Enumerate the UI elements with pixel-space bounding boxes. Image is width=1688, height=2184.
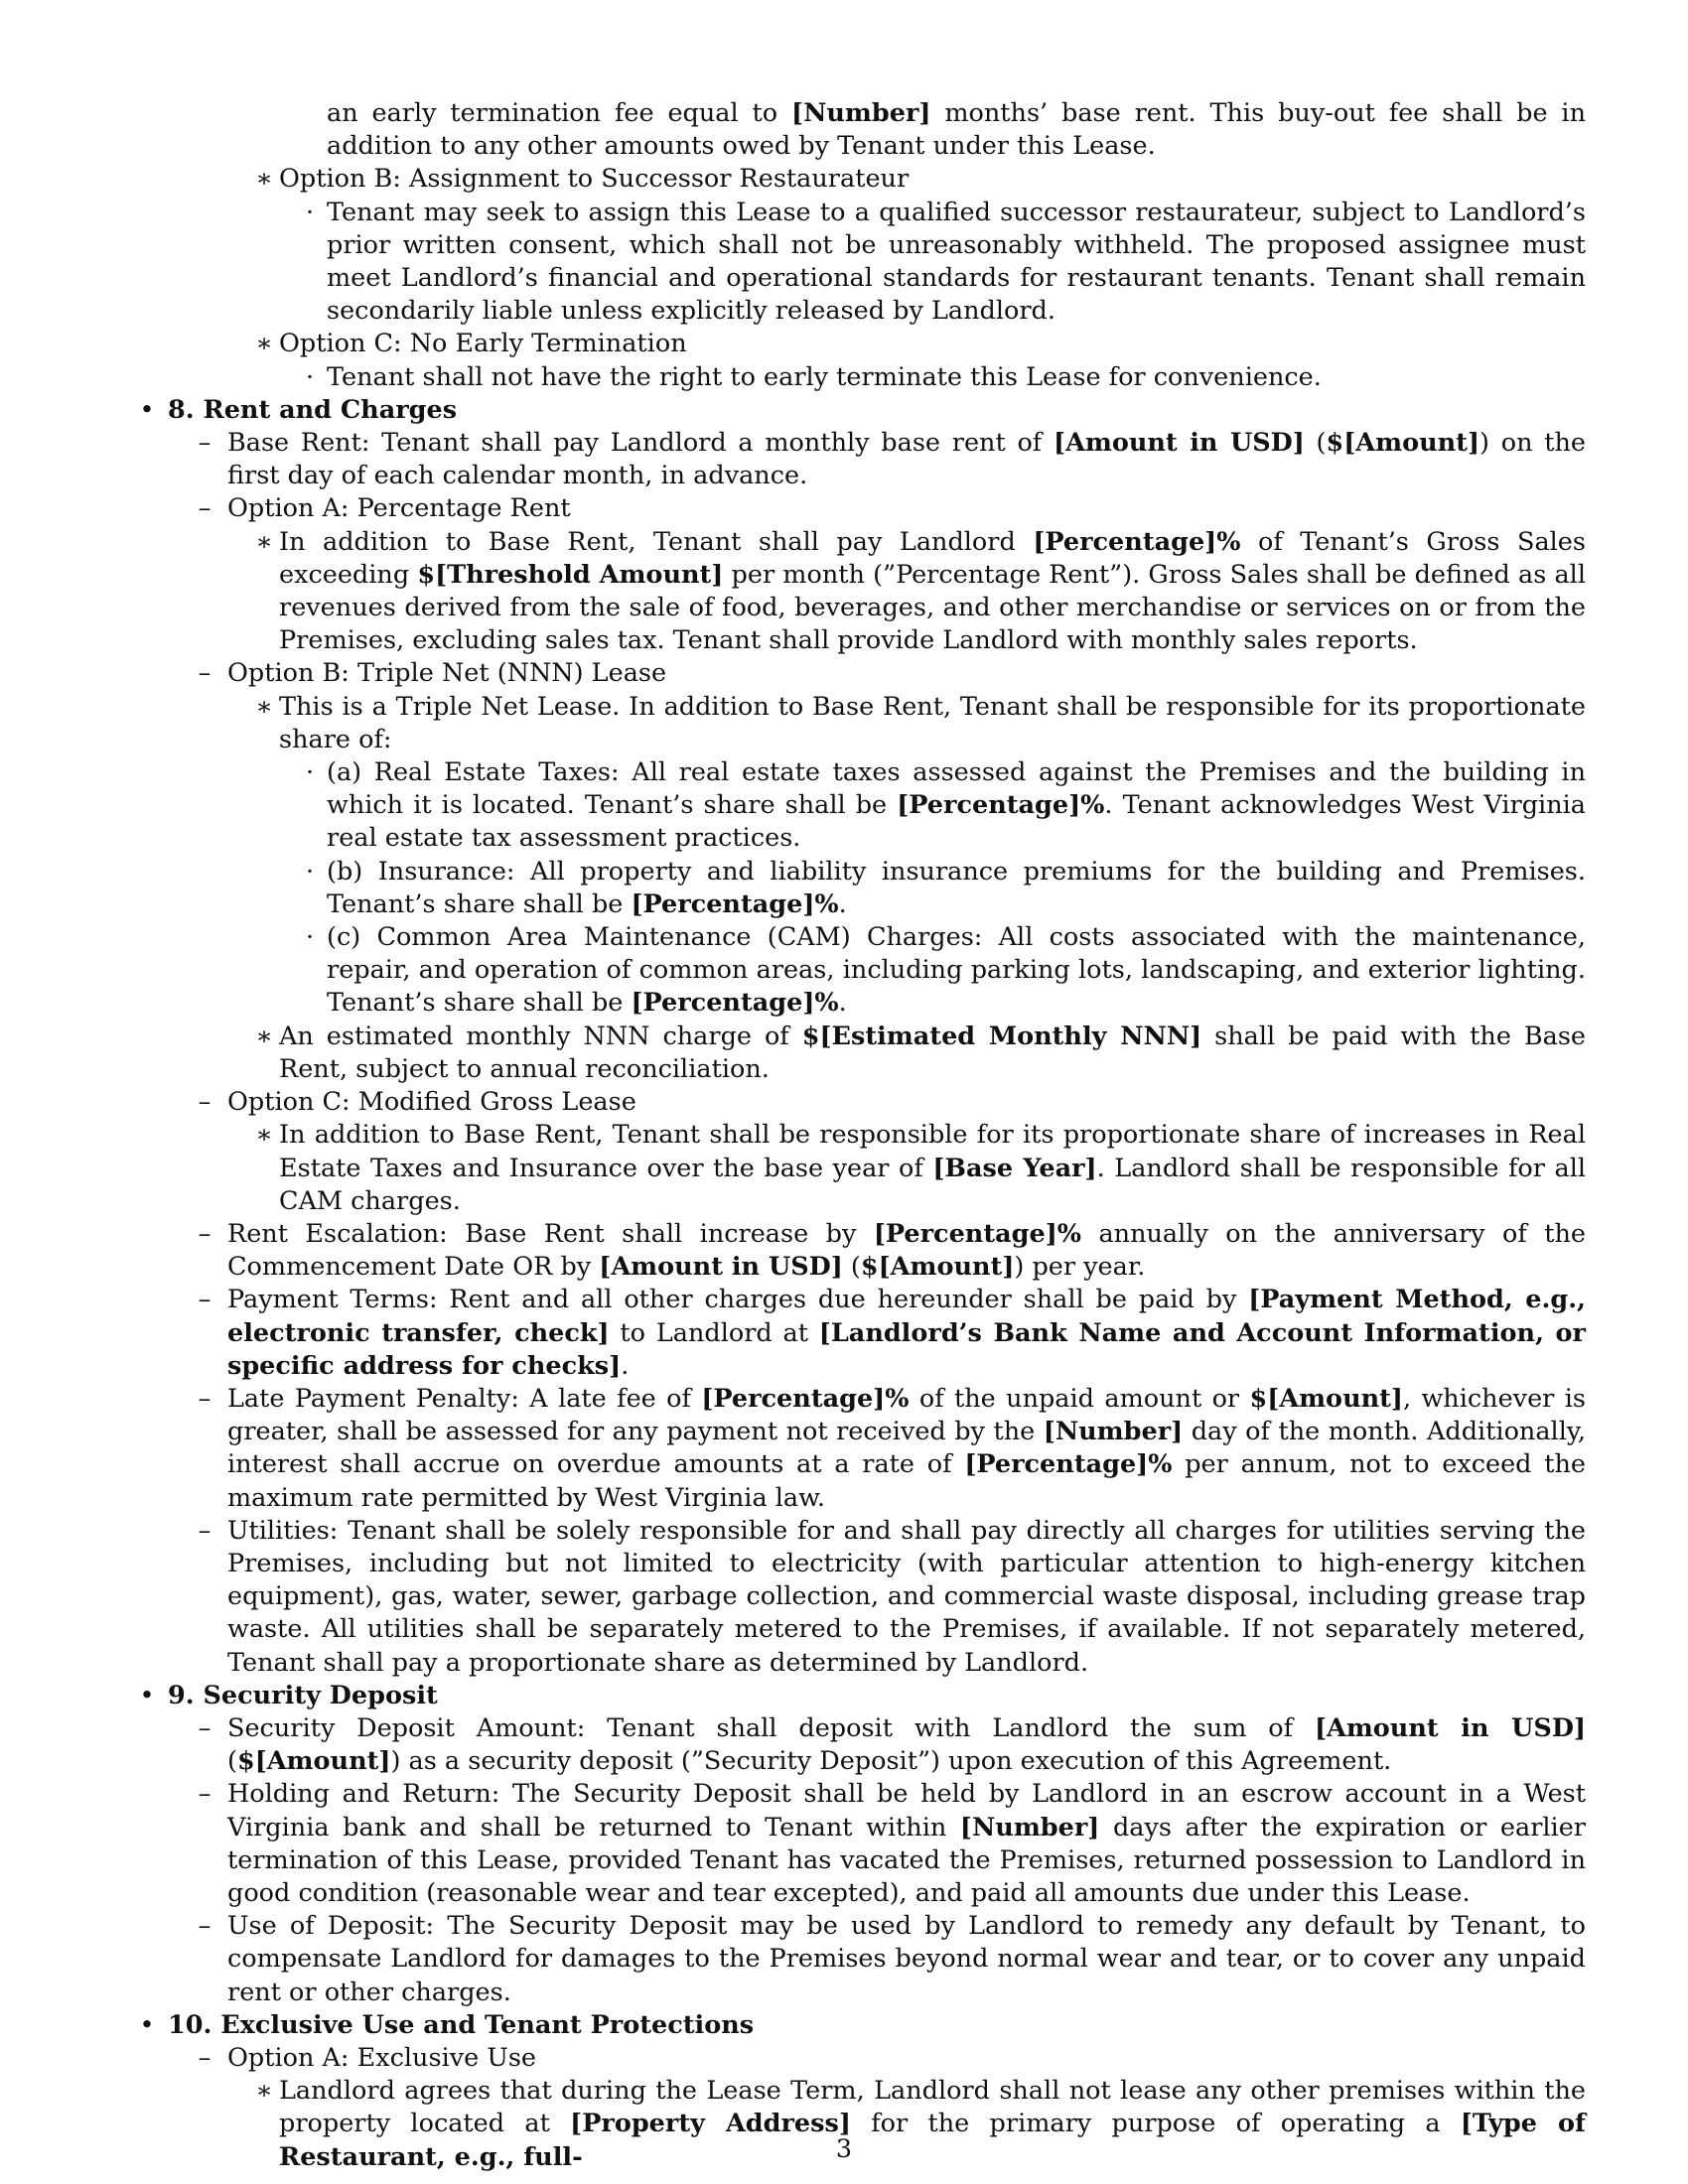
list-item <box>134 361 1586 394</box>
list-item <box>134 427 1586 492</box>
placeholder-field: [Number] <box>791 98 931 128</box>
text-run: per month (”Percentage Rent”). Gross Sales shall be defined as all revenues derived from the sale of food, beverages, and other merchandise or services on or from the Premises, excluding sales tax. Tenant shall provide Landlord with monthly sales reports. <box>279 559 1586 656</box>
text-run: Option B: Triple Net (NNN) Lease <box>227 658 667 689</box>
text-run: Payment Terms: Rent and all other charges due hereunder shall be paid by <box>227 1285 1249 1315</box>
placeholder-field: [Percentage]% <box>873 1218 1081 1249</box>
list-marker: – <box>198 1218 211 1249</box>
text-run: Rent Escalation: Base Rent shall increase by <box>227 1218 874 1249</box>
list-marker: – <box>198 1712 211 1743</box>
placeholder-field: [Number] <box>1043 1417 1184 1447</box>
section-heading <box>134 394 1586 427</box>
placeholder-field: [Percentage]% <box>631 888 839 919</box>
text-run: ( <box>1304 428 1327 459</box>
text-run: ( <box>842 1252 861 1283</box>
list-item <box>134 492 1586 525</box>
text-run: . Landlord shall be responsible for all CAM charges. <box>279 1153 1587 1216</box>
placeholder-field: [Base Year] <box>932 1153 1097 1183</box>
text-run: day of the month. Additionally, interest shall accrue on overdue amounts at a rate of <box>227 1417 1586 1480</box>
text-run: An estimated monthly NNN charge of <box>279 1021 802 1051</box>
text-run: Option C: No Early Termination <box>279 329 687 359</box>
list-marker: • <box>139 1680 155 1710</box>
text-run: shall be paid with the Base Rent, subject to annual reconciliation. <box>279 1021 1586 1084</box>
placeholder-field: [Number] <box>959 1812 1100 1843</box>
text-run: Option C: Modified Gross Lease <box>227 1087 636 1118</box>
placeholder-field: [Amount in USD] <box>1314 1712 1587 1743</box>
list-marker: · <box>305 856 315 887</box>
list-marker: ∗ <box>255 691 273 722</box>
list-marker: – <box>198 428 211 459</box>
list-item <box>134 328 1586 360</box>
text-run: ( <box>227 1746 237 1777</box>
text-run: (c) Common Area Maintenance (CAM) Charges: All costs associated with the maintenance, repair, and operation of common areas, including parking lots, landscaping, and exterior lighting. Tenant’s share shall be <box>327 922 1586 1019</box>
list-item <box>134 2042 1586 2075</box>
section-heading <box>134 1680 1586 1712</box>
text-run: Utilities: Tenant shall be solely responsible for and shall pay directly all charges for utilities serving the Premises, including but not limited to electricity (with particular attention to high-energy kitchen equipment), gas, water, sewer, garbage collection, and commercial waste disposal, including grease trap waste. All utilities shall be separately metered to the Premises, if available. If not separately metered, Tenant shall pay a proportionate share as determined by Landlord. <box>227 1515 1586 1678</box>
placeholder-field: 9. Security Deposit <box>168 1680 438 1710</box>
text-run: Option A: Exclusive Use <box>227 2042 536 2073</box>
text-run: an early termination fee equal to <box>327 98 791 128</box>
text-run: months’ base rent. This buy-out fee shall be in addition to any other amounts owed by Tenant under this Lease. <box>327 98 1586 162</box>
text-run: Use of Deposit: The Security Deposit may be used by Landlord to remedy any default by Tenant, to compensate Landlord for damages to the Premises beyond normal wear and tear, or to cover any unpaid rent or other charges. <box>227 1911 1586 2007</box>
placeholder-field: $[Amount] <box>1249 1383 1403 1414</box>
text-run: In addition to Base Rent, Tenant shall pay Landlord <box>279 526 1034 557</box>
list-item <box>134 657 1586 690</box>
section-heading <box>134 2009 1586 2042</box>
text-run: of the unpaid amount or <box>909 1383 1250 1414</box>
text-run: Option B: Assignment to Successor Restaurateur <box>279 164 910 195</box>
list-item <box>134 197 1586 329</box>
list-item <box>134 756 1586 856</box>
list-item <box>134 1515 1586 1680</box>
list-item <box>134 1119 1586 1218</box>
list-marker: – <box>198 2042 211 2073</box>
list-marker: ∗ <box>255 526 273 557</box>
text-run: . <box>838 988 847 1019</box>
placeholder-field: $[Amount] <box>1326 428 1480 459</box>
list-item <box>134 163 1586 196</box>
text-run: of Tenant’s Gross Sales exceeding <box>279 526 1586 590</box>
placeholder-field: [Percentage]% <box>897 790 1105 821</box>
list-marker: – <box>198 1779 211 1810</box>
page-number: 3 <box>835 2134 853 2164</box>
text-run: annually on the anniversary of the Commencement Date OR by <box>227 1218 1587 1283</box>
list-item <box>134 1778 1586 1910</box>
list-item <box>134 1284 1586 1383</box>
text-run: (b) Insurance: All property and liability insurance premiums for the building and Premises. Tenant’s share shall be <box>327 856 1586 919</box>
text-run: Security Deposit Amount: Tenant shall deposit with Landlord the sum of <box>227 1712 1315 1743</box>
placeholder-field: [Amount in USD] <box>1054 428 1305 459</box>
list-item <box>134 1218 1586 1284</box>
text-run: Landlord agrees that during the Lease Term, Landlord shall not lease any other premises within the property located at <box>279 2076 1586 2139</box>
text-run: Option A: Percentage Rent <box>227 493 571 524</box>
list-marker: · <box>305 757 315 788</box>
list-marker: • <box>139 2009 155 2040</box>
list-marker: ∗ <box>255 329 273 359</box>
list-marker: · <box>305 922 315 953</box>
text-run: (a) Real Estate Taxes: All real estate taxes assessed against the Premises and the building in which it is located. Tenant’s share shall be <box>327 757 1586 821</box>
text-run: . Tenant acknowledges West Virginia real estate tax assessment practices. <box>327 790 1586 854</box>
placeholder-field: [Percentage]% <box>701 1383 910 1414</box>
list-marker: – <box>198 493 211 524</box>
list-item <box>134 526 1586 658</box>
list-marker: · <box>305 197 315 227</box>
placeholder-field: [Payment Method, e.g., electronic transfer, check] <box>227 1285 1586 1348</box>
text-run: Tenant shall not have the right to early terminate this Lease for convenience. <box>327 361 1322 392</box>
document-page <box>134 97 1586 2174</box>
text-run: per annum, not to exceed the maximum rate permitted by West Virginia law. <box>227 1449 1586 1513</box>
list-marker: – <box>198 1383 211 1414</box>
text-run: to Landlord at <box>609 1317 819 1348</box>
list-marker: ∗ <box>255 1120 273 1151</box>
list-marker: – <box>198 1285 211 1315</box>
placeholder-field: $[Amount] <box>236 1746 391 1777</box>
list-item <box>134 1910 1586 2009</box>
placeholder-field: [Property Address] <box>570 2109 851 2139</box>
placeholder-field: [Landlord’s Bank Name and Account Information, or specific address for checks] <box>227 1317 1586 1381</box>
text-run: Holding and Return: The Security Deposit shall be held by Landlord in an escrow account in a West Virginia bank and shall be returned to Tenant within <box>227 1779 1586 1843</box>
text-run: Late Payment Penalty: A late fee of <box>227 1383 702 1414</box>
placeholder-field: [Percentage]% <box>1033 526 1241 557</box>
list-item <box>134 1086 1586 1119</box>
text-run: . <box>621 1350 630 1381</box>
list-marker: – <box>198 658 211 689</box>
text-run: Tenant may seek to assign this Lease to a qualified successor restaurateur, subject to Landlord’s prior written consent, which shall not be unreasonably withheld. The proposed assignee must meet Landlord’s financial and operational standards for restaurant tenants. Tenant shall remain secondarily liable unless explicitly released by Landlord. <box>327 197 1586 327</box>
placeholder-field: [Type of Restaurant, e.g., full- <box>279 2109 1587 2172</box>
list-item <box>134 921 1586 1021</box>
list-marker: ∗ <box>255 2076 273 2107</box>
placeholder-field: [Percentage]% <box>631 988 839 1019</box>
list-marker: ∗ <box>255 164 273 195</box>
text-run: ) per year. <box>1014 1252 1146 1283</box>
list-marker: ∗ <box>255 1021 273 1051</box>
list-item <box>134 691 1586 756</box>
list-marker: – <box>198 1087 211 1118</box>
text-run: ) on the first day of each calendar month, in advance. <box>227 428 1586 491</box>
list-marker: · <box>305 361 315 392</box>
text-run: days after the expiration or earlier termination of this Lease, provided Tenant has vacated the Premises, returned possession to Landlord in good condition (reasonable wear and tear excepted), and paid all amounts due under this Lease. <box>227 1812 1586 1908</box>
placeholder-field: $[Amount] <box>860 1252 1015 1283</box>
paragraph-continuation <box>134 97 1586 163</box>
text-run: This is a Triple Net Lease. In addition to Base Rent, Tenant shall be responsible for its proportionate share of: <box>279 691 1586 754</box>
list-marker: – <box>198 1515 211 1546</box>
text-run: Base Rent: Tenant shall pay Landlord a monthly base rent of <box>227 428 1054 459</box>
placeholder-field: 8. Rent and Charges <box>168 394 458 425</box>
list-marker: • <box>139 394 155 425</box>
list-item <box>134 1712 1586 1778</box>
text-run: , whichever is greater, shall be assessed for any payment not received by the <box>227 1383 1586 1447</box>
placeholder-field: [Amount in USD] <box>599 1252 843 1283</box>
text-run: In addition to Base Rent, Tenant shall be responsible for its proportionate share of increases in Real Estate Taxes and Insurance over the base year of <box>279 1120 1586 1183</box>
placeholder-field: 10. Exclusive Use and Tenant Protections <box>168 2009 755 2040</box>
placeholder-field: $[Estimated Monthly NNN] <box>801 1021 1202 1051</box>
placeholder-field: [Percentage]% <box>964 1449 1173 1480</box>
list-item <box>134 1383 1586 1515</box>
text-run: ) as a security deposit (”Security Deposit”) upon execution of this Agreement. <box>390 1746 1392 1777</box>
list-marker: – <box>198 1911 211 1942</box>
text-run: for the primary purpose of operating a <box>850 2109 1461 2139</box>
list-item <box>134 1021 1586 1086</box>
text-run: . <box>838 888 847 919</box>
list-item <box>134 856 1586 921</box>
placeholder-field: $[Threshold Amount] <box>417 559 724 590</box>
